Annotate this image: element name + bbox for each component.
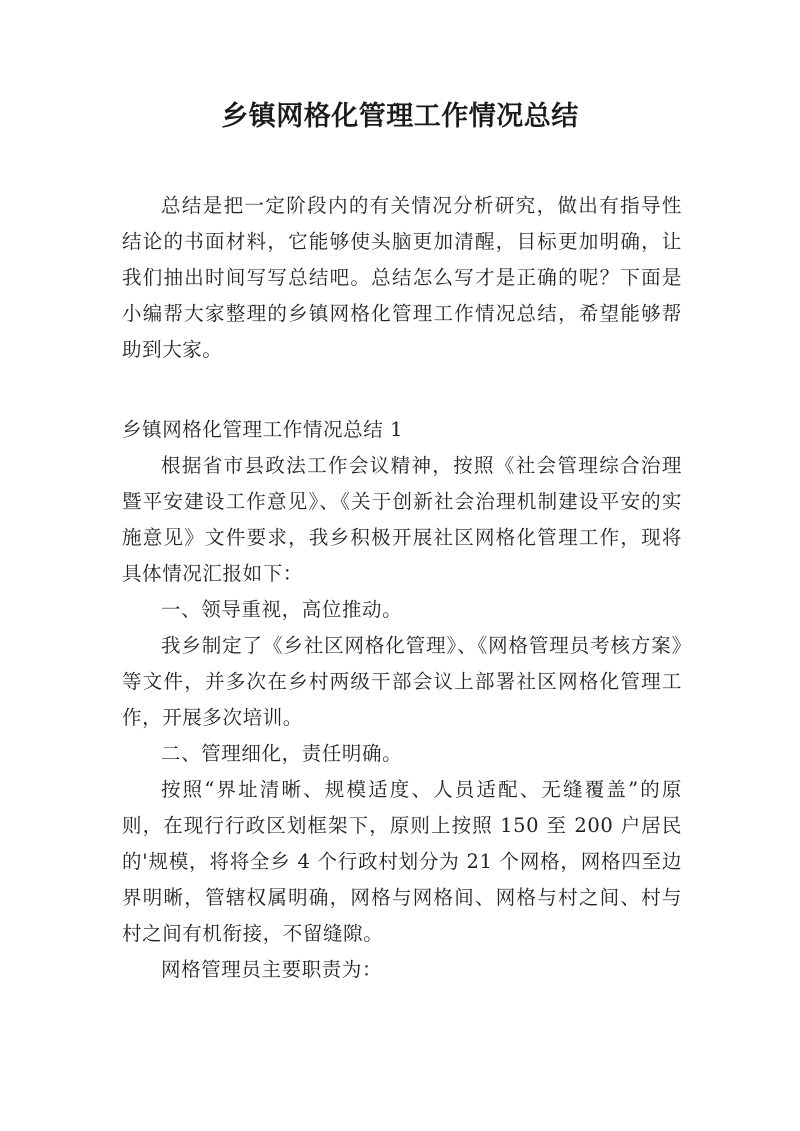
paragraph-3: 按照“界址清晰、规模适度、人员适配、无缝覆盖”的原则，在现行行政区划框架下，原则上按照 150 至 200 户居民的'规模，将将全乡 4 个行政村划分为 21 个网格，网格四至边界明晰，管辖权属明确，网格与网格间、网格与村之间、村与村之间有机衔接，不留缝隙。 [122,778,682,945]
section-title: 乡镇网格化管理工作情况总结 1 [122,418,404,441]
document-title: 乡镇网格化管理工作情况总结 [221,101,579,132]
intro-paragraph: 总结是把一定阶段内的有关情况分析研究，做出有指导性结论的书面材料，它能够使头脑更加清醒，目标更加明确，让我们抽出时间写写总结吧。总结怎么写才是正确的呢？下面是小编帮大家整理的乡镇网格化管理工作情况总结，希望能够帮助到大家。 [122,194,682,361]
paragraph-1: 根据省市县政法工作会议精神，按照《社会管理综合治理暨平安建设工作意见》、《关于创新社会治理机制建设平安的实施意见》文件要求，我乡积极开展社区网格化管理工作，现将具体情况汇报如下： [122,454,682,585]
heading-2: 二、管理细化，责任明确。 [161,742,403,765]
paragraph-2: 我乡制定了《乡社区网格化管理》、《网格管理员考核方案》等文件，并多次在乡村两级干部会议上部署社区网格化管理工作，开展多次培训。 [122,634,682,729]
heading-1: 一、领导重视，高位推动。 [161,598,403,621]
paragraph-4: 网格管理员主要职责为： [161,958,383,981]
